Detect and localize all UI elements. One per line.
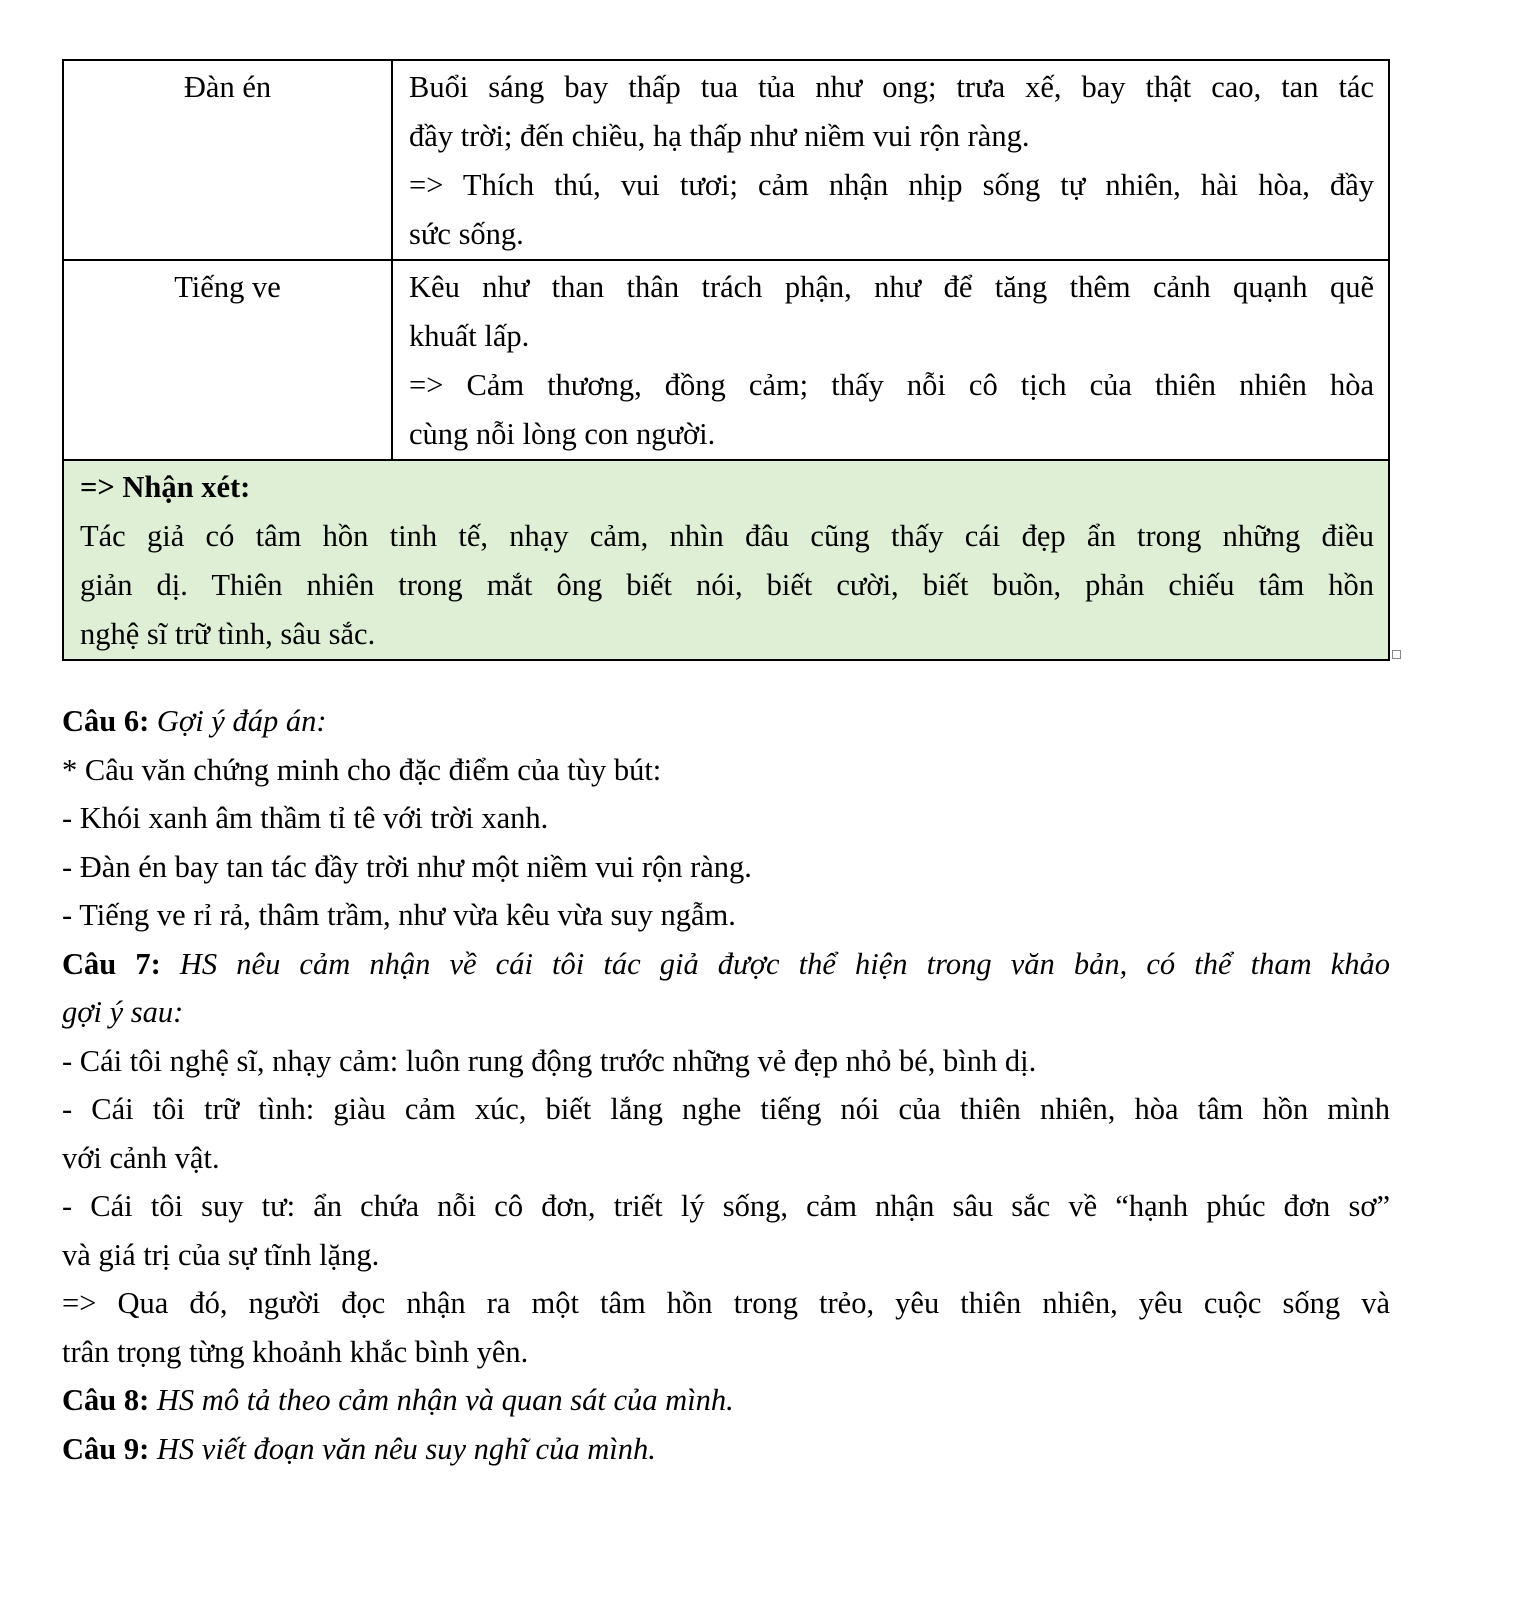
answer-conclusion-continued: trân trọng từng khoảnh khắc bình yên. — [62, 1334, 529, 1369]
question-prompt: Gợi ý đáp án: — [156, 704, 327, 738]
cell-line: sức sống. — [409, 217, 524, 251]
answer-intro: * Câu văn chứng minh cho đặc điểm của tùy bút: — [62, 752, 662, 787]
table-resize-handle[interactable] — [1392, 650, 1401, 659]
cell-line: => Thích thú, vui tươi; cảm nhận nhịp sống tự nhiên, hài hòa, đầy — [409, 168, 1374, 202]
note-line: giản dị. Thiên nhiên trong mắt ông biết nói, biết cười, biết buồn, phản chiếu tâm hồn — [80, 568, 1374, 602]
question-prompt-continued: gợi ý sau: — [62, 995, 184, 1029]
comparison-table — [62, 59, 1390, 661]
question-label: Câu 6: — [62, 704, 150, 738]
question-prompt: HS viết đoạn văn nêu suy nghĩ của mình. — [156, 1431, 656, 1466]
table-cell-description — [392, 260, 1389, 460]
cell-line: cùng nỗi lòng con người. — [409, 417, 716, 451]
table-cell-subject: Tiếng ve — [63, 260, 392, 460]
question-7 — [62, 940, 1390, 989]
cell-line: Buổi sáng bay thấp tua tủa như ong; trưa xế, bay thật cao, tan tác — [409, 70, 1374, 104]
answer-conclusion: => Qua đó, người đọc nhận ra một tâm hồn trong trẻo, yêu thiên nhiên, yêu cuộc sống và — [62, 1286, 1390, 1320]
table-cell-subject: Đàn én — [63, 60, 392, 260]
question-9 — [62, 1425, 1390, 1474]
cell-line: Kêu như than thân trách phận, như để tăng thêm cảnh quạnh quẽ — [409, 270, 1374, 304]
answer-item-continued: với cảnh vật. — [62, 1140, 220, 1175]
question-label: Câu 7: — [62, 946, 161, 981]
answer-section — [62, 697, 1390, 1473]
answer-item: - Tiếng ve rỉ rả, thâm trầm, như vừa kêu vừa suy ngẫm. — [62, 898, 736, 932]
cell-line: đầy trời; đến chiều, hạ thấp như niềm vui rộn ràng. — [409, 119, 1030, 153]
answer-item: - Cái tôi suy tư: ẩn chứa nỗi cô đơn, triết lý sống, cảm nhận sâu sắc về “hạnh phúc đơn sơ” — [62, 1189, 1390, 1223]
cell-line: => Cảm thương, đồng cảm; thấy nỗi cô tịch của thiên nhiên hòa — [409, 368, 1374, 402]
table-cell-description — [392, 60, 1389, 260]
table-row — [63, 60, 1389, 260]
question-label: Câu 8: — [62, 1383, 150, 1417]
question-6 — [62, 697, 1390, 746]
note-heading: => Nhận xét: — [80, 470, 251, 504]
answer-item: - Đàn én bay tan tác đầy trời như một niềm vui rộn ràng. — [62, 849, 752, 884]
note-line: Tác giả có tâm hồn tinh tế, nhạy cảm, nhìn đâu cũng thấy cái đẹp ẩn trong những điều — [80, 519, 1374, 553]
answer-item: - Cái tôi trữ tình: giàu cảm xúc, biết lắng nghe tiếng nói của thiên nhiên, hòa tâm hồn mình — [62, 1092, 1390, 1126]
cell-line: khuất lấp. — [409, 319, 530, 353]
note-line: nghệ sĩ trữ tình, sâu sắc. — [80, 617, 376, 651]
question-prompt: HS nêu cảm nhận về cái tôi tác giả được thể hiện trong văn bản, có thể tham khảo — [179, 946, 1391, 981]
table-row-note — [63, 460, 1389, 660]
answer-item-continued: và giá trị của sự tĩnh lặng. — [62, 1237, 380, 1272]
question-label: Câu 9: — [62, 1431, 150, 1466]
question-prompt: HS mô tả theo cảm nhận và quan sát của mình. — [156, 1383, 734, 1417]
answer-item: - Khói xanh âm thầm tỉ tê với trời xanh. — [62, 801, 549, 835]
note-cell — [63, 460, 1389, 660]
question-8 — [62, 1376, 1390, 1425]
table-row — [63, 260, 1389, 460]
answer-item: - Cái tôi nghệ sĩ, nhạy cảm: luôn rung động trước những vẻ đẹp nhỏ bé, bình dị. — [62, 1043, 1037, 1078]
